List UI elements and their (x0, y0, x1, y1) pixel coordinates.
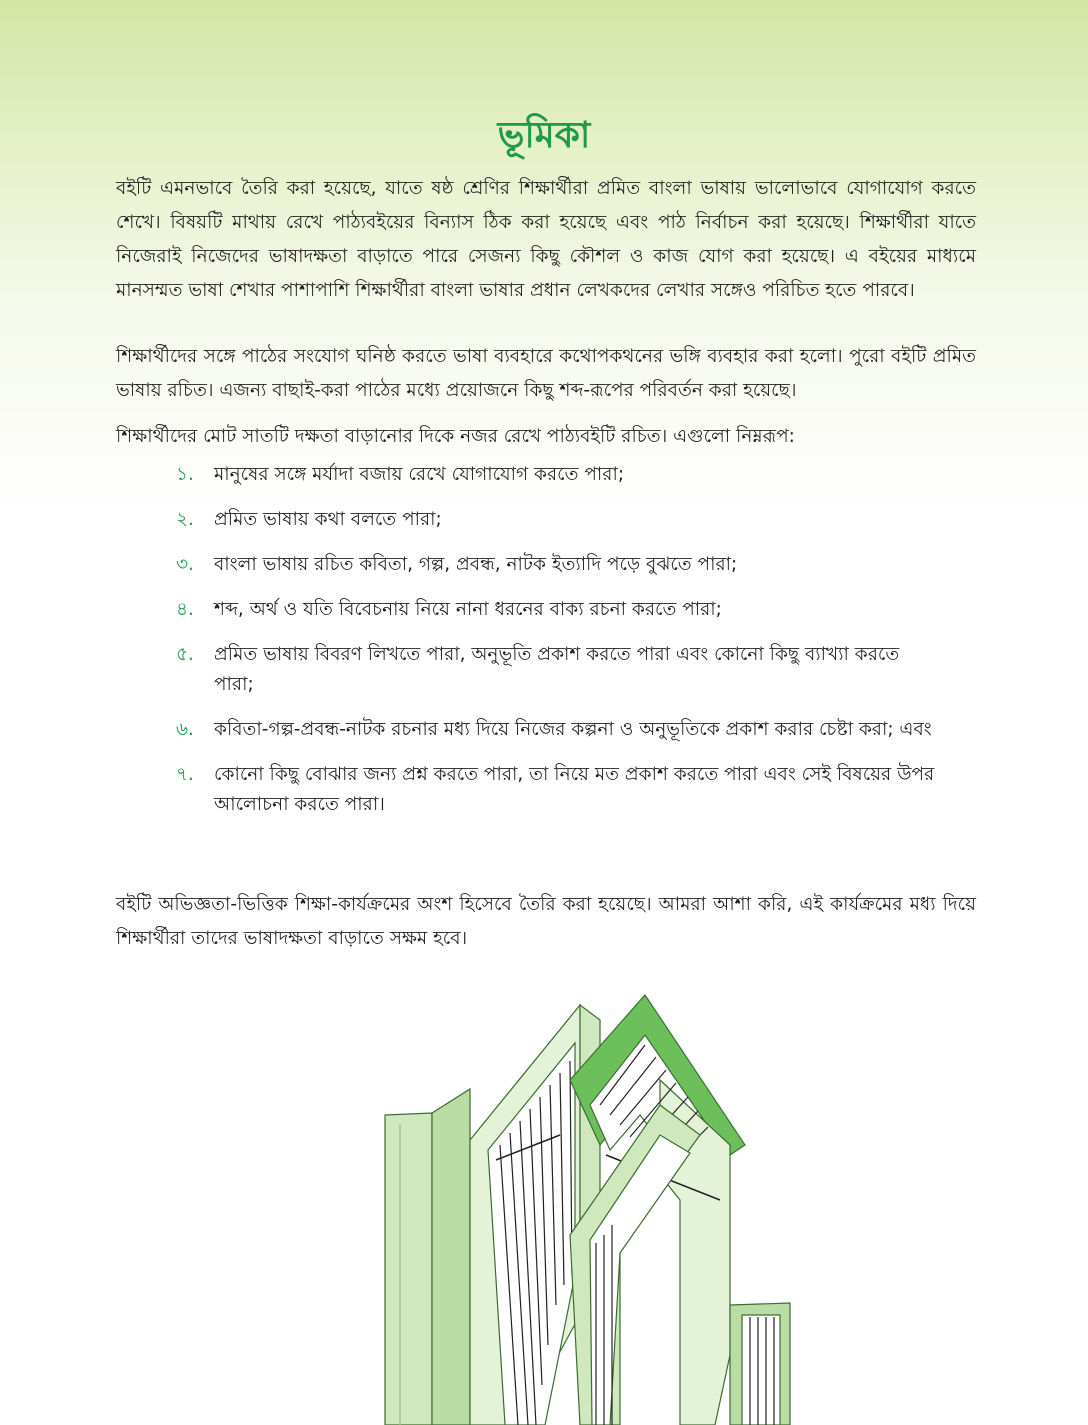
list-item (176, 640, 936, 700)
list-text: প্রমিত ভাষায় কথা বলতে পারা; (214, 509, 442, 530)
list-number: ২. (176, 509, 194, 530)
list-number: ৩. (176, 554, 194, 575)
style-paragraph: শিক্ষার্থীদের সঙ্গে পাঠের সংযোগ ঘনিষ্ঠ করতে ভাষা ব্যবহারে কথোপকথনের ভঙ্গি ব্যবহার করা হলো। পুরো বইটি প্রমিত ভাষায় রচিত। এজন্য বাছাই-করা পাঠের মধ্যে প্রয়োজনে কিছু শব্দ-রূপের পরিবর্তন করা হয়েছে। (116, 346, 976, 401)
list-text: প্রমিত ভাষায় বিবরণ লিখতে পারা, অনুভূতি প্রকাশ করতে পারা এবং কোনো কিছু ব্যাখ্যা করতে পারা; (214, 644, 900, 695)
list-text: মানুষের সঙ্গে মর্যাদা বজায় রেখে যোগাযোগ করতে পারা; (214, 464, 625, 485)
list-item (176, 460, 936, 490)
list-item (176, 715, 936, 745)
shaheed-minar-icon (0, 985, 1088, 1425)
list-item (176, 595, 936, 625)
skills-intro-paragraph: শিক্ষার্থীদের মোট সাতটি দক্ষতা বাড়ানোর দিকে নজর রেখে পাঠ্যবইটি রচিত। এগুলো নিম্নরূপ: (116, 426, 795, 447)
list-number: ৫. (176, 644, 194, 665)
list-item (176, 505, 936, 535)
skills-list (176, 460, 936, 835)
list-number: ৬. (176, 719, 194, 740)
list-text: বাংলা ভাষায় রচিত কবিতা, গল্প, প্রবন্ধ, নাটক ইত্যাদি পড়ে বুঝতে পারা; (214, 554, 738, 575)
page-title: ভূমিকা (497, 115, 591, 156)
list-number: ৭. (176, 764, 194, 785)
list-item (176, 760, 936, 820)
list-text: কবিতা-গল্প-প্রবন্ধ-নাটক রচনার মধ্য দিয়ে নিজের কল্পনা ও অনুভূতিকে প্রকাশ করার চেষ্টা করা; এবং (214, 719, 932, 740)
list-text: কোনো কিছু বোঝার জন্য প্রশ্ন করতে পারা, তা নিয়ে মত প্রকাশ করতে পারা এবং সেই বিষয়ের উপর আলোচনা করতে পারা। (214, 764, 935, 815)
intro-paragraph: বইটি এমনভাবে তৈরি করা হয়েছে, যাতে ষষ্ঠ শ্রেণির শিক্ষার্থীরা প্রমিত বাংলা ভাষায় ভালোভাবে যোগাযোগ করতে শেখে। বিষয়টি মাথায় রেখে পাঠ্যবইয়ের বিন্যাস ঠিক করা হয়েছে এবং পাঠ নির্বাচন করা হয়েছে। শিক্ষার্থীরা যাতে নিজেরাই নিজেদের ভাষাদক্ষতা বাড়াতে পারে সেজন্য কিছু কৌশল ও কাজ যোগ করা হয়েছে। এ বইয়ের মাধ্যমে মানসম্মত ভাষা শেখার পাশাপাশি শিক্ষার্থীরা বাংলা ভাষার প্রধান লেখকদের লেখার সঙ্গেও পরিচিত হতে পারবে। (116, 178, 976, 301)
list-number: ১. (176, 464, 194, 485)
list-number: ৪. (176, 599, 194, 620)
closing-paragraph: বইটি অভিজ্ঞতা-ভিত্তিক শিক্ষা-কার্যক্রমের অংশ হিসেবে তৈরি করা হয়েছে। আমরা আশা করি, এই কার্যক্রমের মধ্য দিয়ে শিক্ষার্থীরা তাদের ভাষাদক্ষতা বাড়াতে সক্ষম হবে। (116, 894, 976, 949)
list-item (176, 550, 936, 580)
list-text: শব্দ, অর্থ ও যতি বিবেচনায় নিয়ে নানা ধরনের বাক্য রচনা করতে পারা; (214, 599, 722, 620)
